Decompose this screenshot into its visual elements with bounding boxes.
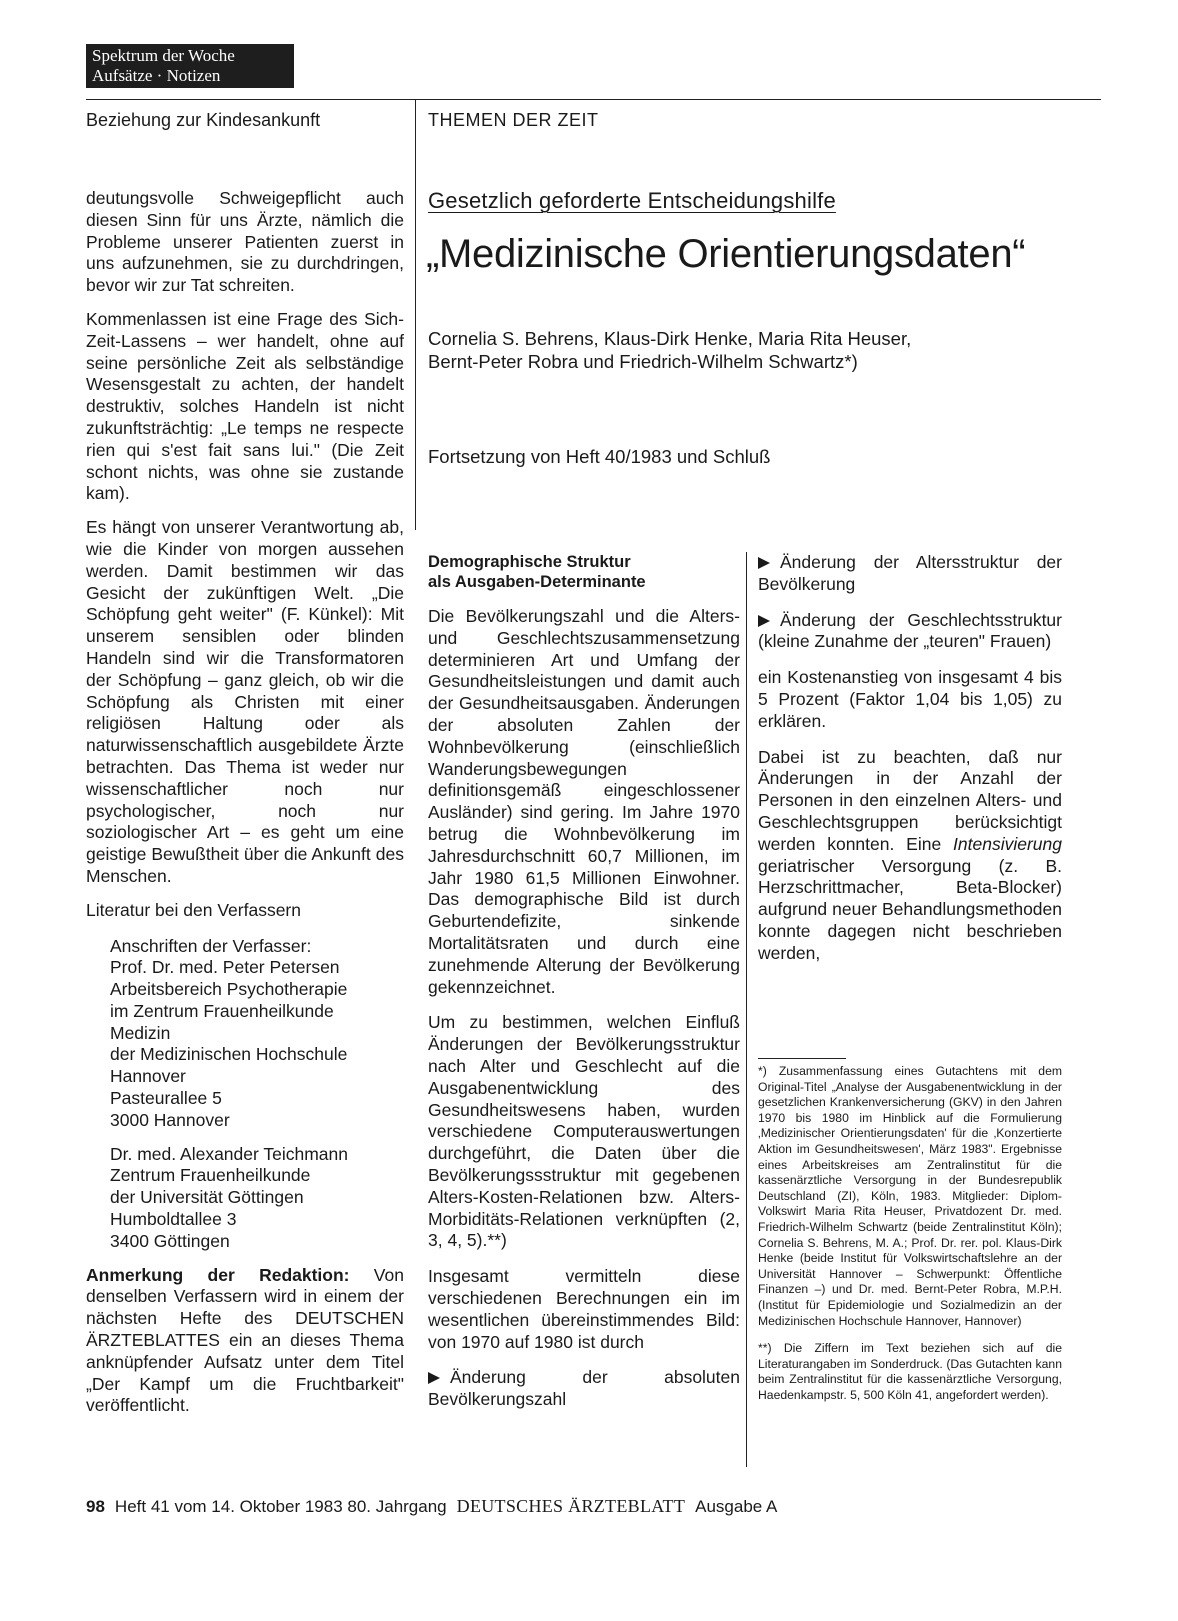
journal-name: DEUTSCHES ÄRZTEBLATT <box>456 1496 686 1516</box>
left-paragraph-2: Kommenlassen ist eine Frage des Sich-Zeit-Lassens – wer handelt, ohne auf seine persönliche Zeit als selbständige Wesensgestalt zu achten, der handelt destruktiv, solches Handeln ist nicht zukunftsträchtig: „Le temps ne respecte rien qui s'est fait sans lui." (Die Zeit schont nichts, was ohne sie zustande kam). <box>86 308 404 504</box>
right-running-header: THEMEN DER ZEIT <box>428 110 599 130</box>
right-column <box>758 552 1062 979</box>
page-number: 98 <box>86 1497 105 1516</box>
address-line: der Medizinischen Hochschule <box>110 1044 348 1065</box>
emphasis-text: Intensivierung <box>953 833 1062 854</box>
footnotes <box>758 1064 1062 1415</box>
address-line: 3000 Hannover <box>110 1109 230 1130</box>
address-line: Hannover <box>110 1066 186 1087</box>
address-line: 3400 Göttingen <box>110 1230 230 1251</box>
literature-note: Literatur bei den Verfassern <box>86 899 301 920</box>
column-divider-bottom <box>746 552 747 1467</box>
mid-paragraph-3: Insgesamt vermitteln diese verschiedenen Berechnungen ein im wesentlichen übereinstimmendes Bild: von 1970 auf 1980 ist durch <box>428 1266 740 1352</box>
mid-paragraph-2: Um zu bestimmen, welchen Einfluß Änderungen der Bevölkerungsstruktur nach Alter und Geschlecht auf die Ausgabenentwicklung des Gesundheitswesens haben, wurden verschiedene Computerauswertungen durchgeführt, die Daten über die Bevölkerungssstruktur mit gegebenen Alters-Kosten-Relationen bzw. Alters-Morbiditäts-Relationen verknüpften (2, 3, 4, 5).**) <box>428 1012 740 1251</box>
article-subtitle: Gesetzlich geforderte Entscheidungshilfe <box>428 188 836 213</box>
author-address-2 <box>86 1144 404 1253</box>
bullet-item-3 <box>758 610 1062 654</box>
authors-line-1: Cornelia S. Behrens, Klaus-Dirk Henke, Maria Rita Heuser, <box>428 328 912 349</box>
bullet-text: Änderung der Altersstruktur der Bevölkerung <box>758 552 1062 594</box>
triangle-bullet-icon <box>758 557 770 569</box>
author-address-1 <box>86 936 404 1132</box>
footnote-rule <box>758 1058 846 1059</box>
editorial-note-label: Anmerkung der Redaktion: <box>86 1264 350 1285</box>
authors-line-2: Bernt-Peter Robra und Friedrich-Wilhelm Schwartz*) <box>428 351 858 372</box>
address-line: Humboldtallee 3 <box>110 1209 237 1230</box>
issue-info: Heft 41 vom 14. Oktober 1983 80. Jahrgang <box>114 1497 447 1516</box>
footnote-2: **) Die Ziffern im Text beziehen sich auf die Literaturangaben im Sonderdruck. (Das Gutachten kann beim Zentralinstitut für die kassenärztliche Versorgung, Haedenkampstr. 5, 500 Köln 41, angefordert werden). <box>758 1341 1062 1402</box>
section-badge <box>86 44 294 88</box>
left-running-header: Beziehung zur Kindesankunft <box>86 110 321 130</box>
section-heading-line2: als Ausgaben-Determinante <box>428 573 646 591</box>
right-paragraph-2 <box>758 747 1062 965</box>
text-run: geriatrischer Versorgung (z. B. Herzschrittmacher, Beta-Blocker) aufgrund neuer Behandlungsmethoden konnte dagegen nicht beschrieben werden, <box>758 855 1062 963</box>
editorial-note <box>86 1265 404 1418</box>
left-paragraph-1: deutungsvolle Schweigepflicht auch diesen Sinn für uns Ärzte, nämlich die Probleme unserer Patienten zuerst in uns aufzunehmen, sie zu durchdringen, bevor wir zur Tat schreiten. <box>86 188 404 296</box>
left-column <box>86 188 404 1429</box>
section-badge-line1: Spektrum der Woche <box>92 46 235 65</box>
edition: Ausgabe A <box>695 1497 778 1516</box>
section-heading <box>428 552 740 592</box>
bullet-text: Änderung der absoluten Bevölkerungszahl <box>428 1367 740 1410</box>
right-paragraph-1: ein Kostenanstieg von insgesamt 4 bis 5 Prozent (Faktor 1,04 bis 1,05) zu erklären. <box>758 667 1062 731</box>
triangle-bullet-icon <box>758 615 770 627</box>
text-run: Dabei ist zu beachten, daß nur Änderungen in der Anzahl der Personen in den einzelnen Alters- und Geschlechtsgruppen berücksichtigt werden konnten. Eine <box>758 746 1062 854</box>
section-heading-line1: Demographische Struktur <box>428 553 631 571</box>
editorial-note-text: Von denselben Verfassern wird in einem der nächsten Hefte des DEUTSCHEN ÄRZTEBLATTES ein an dieses Thema anknüpfender Aufsatz unter dem Titel „Der Kampf um die Fruchtbarkeit" veröffentlicht. <box>86 1264 404 1416</box>
triangle-bullet-icon <box>428 1372 440 1384</box>
mid-paragraph-1: Die Bevölkerungszahl und die Alters- und Geschlechtszusammensetzung determinieren Art und Umfang der Gesundheitsleistungen und damit auch der Gesundheitsausgaben. Änderungen der absoluten Zahlen der Wohnbevölkerung (einschließlich Wanderungsbewegungen definitionsgemäß eingeschlossener Ausländer) sind gering. Im Jahre 1970 betrug die Wohnbevölkerung im Jahresdurchschnitt 60,7 Millionen, im Jahr 1980 61,5 Millionen Einwohner. Das demographische Bild ist durch Geburtendefizite, sinkende Mortalitätsraten und durch eine zunehmende Alterung der Bevölkerung gekennzeichnet. <box>428 606 740 997</box>
bullet-text: Änderung der Geschlechtsstruktur (kleine Zunahme der „teuren" Frauen) <box>758 609 1062 652</box>
bullet-item-2 <box>758 552 1062 596</box>
address-line: Medizin <box>110 1022 171 1043</box>
bullet-item-1 <box>428 1367 740 1411</box>
top-rule <box>86 99 1101 100</box>
article-title: „Medizinische Orientierungsdaten“ <box>426 232 1026 276</box>
left-paragraph-3: Es hängt von unserer Verantwortung ab, wie die Kinder von morgen aussehen werden. Damit bestimmen wir das Gesicht der zukünftigen Welt. „Die Schöpfung geht weiter" (F. Künkel): Mit unserem sensiblen oder blinden Handeln sind wir die Transformatoren der Schöpfung – ganz gleich, ob wir die Schöpfung als Christen mit einer religiösen Haltung oder als naturwissenschaftlich ausgebildete Ärzte betrachten. Das Thema ist weder nur wissenschaftlicher noch nur psychologischer, noch nur soziologischer Art – es geht um eine geistige Bewußtheit über die Ankunft des Menschen. <box>86 517 404 886</box>
address-line: Arbeitsbereich Psychotherapie <box>110 979 348 1000</box>
footnote-1: *) Zusammenfassung eines Gutachtens mit dem Original-Titel „Analyse der Ausgabenentwicklung in der gesetzlichen Krankenversicherung (GKV) in den Jahren 1970 bis 1980 im Hinblick auf die Formulierung ‚Medizinischer Orientierungsdaten' für die ‚Konzertierte Aktion im Gesundheitswesen', März 1983". Ergebnisse eines Arbeitskreises am Zentralinstitut für die kassenärztliche Versorgung in der Bundesrepublik Deutschland (ZI), Köln, 1983. Mitglieder: Diplom-Volkswirt Maria Rita Heuser, Privatdozent Dr. med. Friedrich-Wilhelm Schwartz (beide Zentralinstitut Köln); Cornelia S. Behrens, M. A.; Prof. Dr. rer. pol. Klaus-Dirk Henke (beide Institut für Volkswirtschaftslehre an der Universität Hannover – Schwerpunkt: Öffentliche Finanzen –) und Dr. med. Bernt-Peter Robra, M.P.H. (Institut für Epidemiologie und Sozialmedizin an der Medizinischen Hochschule Hannover, Hannover) <box>758 1064 1062 1328</box>
column-divider-top <box>415 99 416 530</box>
address-line: Zentrum Frauenheilkunde <box>110 1165 311 1186</box>
section-badge-line2: Aufsätze · Notizen <box>92 66 221 85</box>
address-line: Dr. med. Alexander Teichmann <box>110 1143 349 1164</box>
address-line: der Universität Göttingen <box>110 1187 304 1208</box>
address-line: Pasteurallee 5 <box>110 1088 222 1109</box>
address-line: Prof. Dr. med. Peter Petersen <box>110 957 340 978</box>
article-authors <box>428 327 1088 373</box>
page-footer <box>86 1496 777 1517</box>
continuation-note: Fortsetzung von Heft 40/1983 und Schluß <box>428 446 771 467</box>
address-line: im Zentrum Frauenheilkunde <box>110 1000 334 1021</box>
address-line: Anschriften der Verfasser: <box>110 935 312 956</box>
middle-column <box>428 552 740 1425</box>
